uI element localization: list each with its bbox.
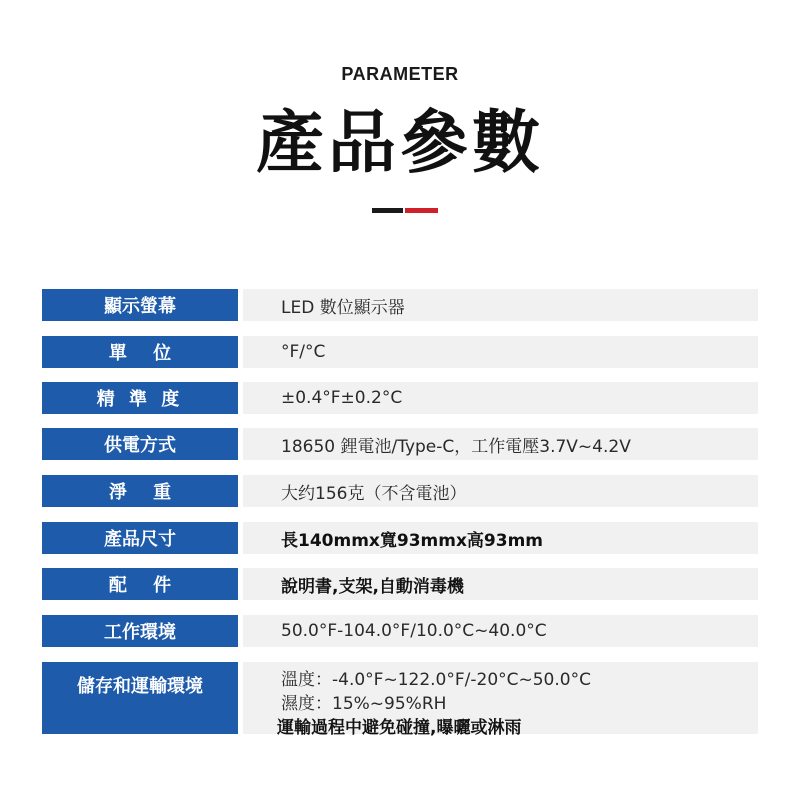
spec-row-display bbox=[42, 289, 758, 321]
spec-value-line-humidity: 濕度：15%~95%RH bbox=[281, 694, 447, 714]
spec-label: 配 件 bbox=[42, 568, 238, 600]
spec-value: 50.0°F-104.0°F/10.0°C~40.0°C bbox=[243, 615, 758, 647]
section-subtitle: PARAMETER bbox=[341, 64, 459, 84]
spec-value-line-transport-note: 運輸過程中避免碰撞,曝曬或淋雨 bbox=[277, 718, 522, 738]
spec-row-power bbox=[42, 428, 758, 460]
spec-row-operating-env bbox=[42, 615, 758, 647]
spec-row-weight bbox=[42, 475, 758, 507]
spec-row-storage-env bbox=[42, 662, 758, 738]
divider-red-segment bbox=[405, 208, 438, 213]
spec-row-accuracy bbox=[42, 382, 758, 414]
spec-label: 供電方式 bbox=[42, 428, 238, 460]
spec-label: 儲存和運輸環境 bbox=[42, 662, 238, 734]
spec-value: 18650 鋰電池/Type-C，工作電壓3.7V~4.2V bbox=[243, 428, 758, 460]
spec-value: LED 數位顯示器 bbox=[243, 289, 758, 321]
spec-label: 淨 重 bbox=[42, 475, 238, 507]
title-divider bbox=[372, 208, 438, 213]
spec-label: 產品尺寸 bbox=[42, 522, 238, 554]
spec-value: 說明書,支架,自動消毒機 bbox=[243, 568, 758, 600]
spec-value: ±0.4°F±0.2°C bbox=[243, 382, 758, 414]
spec-label: 單 位 bbox=[42, 336, 238, 368]
page-title: 產品參數 bbox=[255, 104, 544, 183]
spec-label: 顯示螢幕 bbox=[42, 289, 238, 321]
spec-row-accessories bbox=[42, 568, 758, 600]
spec-value: 大约156克（不含電池） bbox=[243, 475, 758, 507]
divider-dark-segment bbox=[372, 208, 403, 213]
spec-value-multiline bbox=[243, 662, 758, 738]
spec-value-line-temperature: 溫度：-4.0°F~122.0°F/-20°C~50.0°C bbox=[281, 670, 591, 690]
spec-label: 精 準 度 bbox=[42, 382, 238, 414]
spec-label: 工作環境 bbox=[42, 615, 238, 647]
spec-value: °F/°C bbox=[243, 336, 758, 368]
spec-row-unit bbox=[42, 336, 758, 368]
spec-value: 長140mmx寬93mmx高93mm bbox=[243, 522, 758, 554]
spec-row-size bbox=[42, 522, 758, 554]
